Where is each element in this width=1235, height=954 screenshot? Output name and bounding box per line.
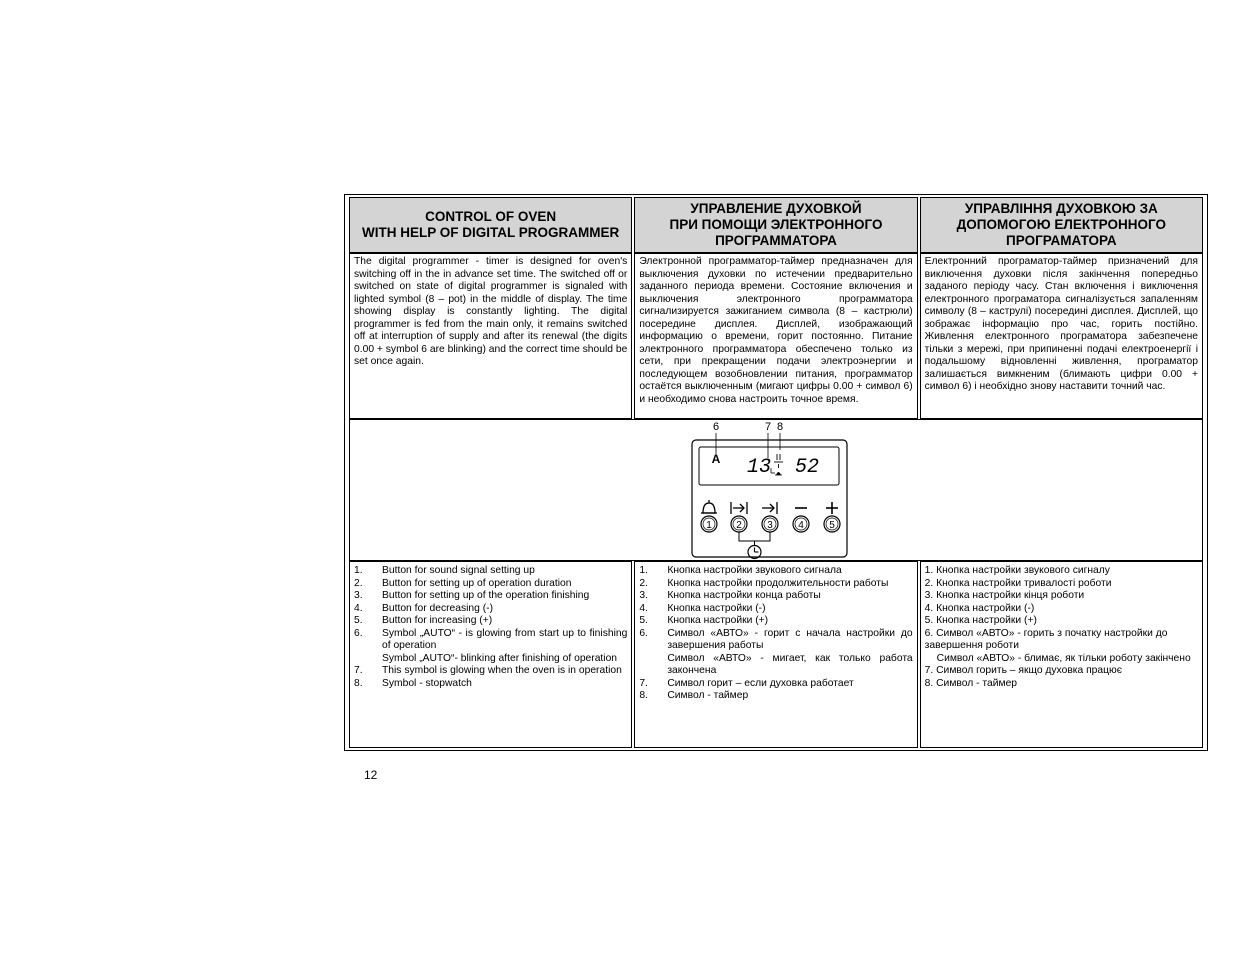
- list-item: 4. Кнопка настройки (-): [924, 602, 1035, 614]
- legend-uk: [920, 561, 1203, 748]
- page-number: 12: [364, 768, 378, 782]
- legend-en: [349, 561, 632, 748]
- legend-uk-list: [925, 565, 1198, 690]
- list-item: 6. Символ «АВТО» - горит с начала настройки до завершения работы Символ «АВТО» - мигает, как только работа закончена: [639, 627, 913, 676]
- heading-ru-line-3: ПРОГРАММАТОРА: [715, 233, 837, 248]
- programmer-diagram: [691, 420, 861, 560]
- description-row: [349, 253, 1203, 419]
- list-item: 2. Button for setting up of operation duration: [354, 577, 572, 589]
- list-item-subtext: Символ «АВТО» - мигает, как только работа закончена: [667, 652, 913, 676]
- bracket-connector: [739, 532, 770, 541]
- list-item: 5. Кнопка настройки (+): [924, 615, 1037, 626]
- list-item: 5. Кнопка настройки (+): [639, 615, 769, 626]
- display-hours: 13: [746, 456, 772, 479]
- list-item: 2. Кнопка настройки тривалості роботи: [924, 577, 1112, 589]
- list-item: 3. Кнопка настройки кінця роботи: [924, 590, 1085, 601]
- heading-uk-line-2: ДОПОМОГОЮ ЕЛЕКТРОННОГО: [956, 217, 1166, 232]
- button-5-number: 5: [829, 520, 835, 531]
- description-uk: Електронний програматор-таймер призначений для виключення духовки після закінчення попередньо заданого періоду часу. Стан включення і виключення електронного програматора сигналізується запаленням символу (8 – каструлі) посередині дисплея. Дисплей, що зображає інформацію про час, горить постійно. Живлення електронного програматора забезпечене тільки з мережі, при припиненні подачі електроенергії і подальшому відновленні живлення, програматор залишається вимкненим (блимають цифри 0.00 + символ 6) і необхідно знову наставити точний час.: [920, 253, 1203, 419]
- button-5[interactable]: [824, 516, 840, 532]
- heading-en: [349, 197, 632, 253]
- list-item: 4. Кнопка настройки (-): [639, 602, 766, 614]
- list-item-subtext: Symbol „AUTO“- blinking after finishing of operation: [382, 652, 618, 664]
- callout-6: 6: [712, 421, 720, 433]
- legend-ru: [634, 561, 917, 748]
- list-item: 2. Кнопка настройки продолжительности работы: [639, 577, 889, 589]
- list-item: 7. Символ горить – якщо духовка працює: [924, 665, 1123, 676]
- stopwatch-icon: [775, 472, 782, 475]
- heading-uk-line-1: УПРАВЛІННЯ ДУХОВКОЮ ЗА: [964, 201, 1158, 216]
- list-item: 4. Button for decreasing (-): [354, 602, 494, 614]
- list-item: 6. Symbol „AUTO“ - is glowing from start up to finishing of operation Symbol „AUTO“- blinking after finishing of operation: [354, 627, 628, 664]
- button-2[interactable]: [731, 516, 747, 532]
- list-item: 5. Button for increasing (+): [354, 615, 493, 626]
- list-item: 1. Кнопка настройки звукового сигналу: [924, 565, 1110, 576]
- instruction-table-frame: [344, 194, 1208, 751]
- list-item-subtext: Символ «АВТО» - блимає, як тільки роботу закінчено: [936, 652, 1191, 664]
- list-item-text: Symbol „AUTO“ - is glowing from start up to finishing of operation: [382, 627, 628, 651]
- end-arrow-icon: [762, 502, 777, 514]
- heading-uk: [920, 197, 1203, 253]
- display-minutes: 52: [794, 456, 820, 479]
- button-4[interactable]: [793, 516, 809, 532]
- button-1-number: 1: [706, 520, 712, 531]
- list-item: 7. This symbol is glowing when the oven is in operation: [354, 665, 622, 676]
- bell-icon: [701, 500, 717, 513]
- pot-icon: [771, 454, 783, 473]
- diagram-row: [349, 419, 1203, 561]
- plus-icon: [826, 502, 838, 514]
- diagram-cell: [349, 419, 1203, 561]
- list-item: 7. Символ горит – если духовка работает: [639, 677, 854, 689]
- description-ru: Электронной программатор-таймер предназначен для выключения духовки по истечении предварительно заданного периода времени. Состояние включения и выключения электронного программатора сигнализируется зажиганием символа (8 – кастрюли) посередине дисплея. Дисплей, изображающий информацию о времени, горит постоянно. Питание электронного программатора обеспечено только из сети, при прекращении подачи электроэнергии и последующем возобновлении питания, программатор остаётся выключенным (мигают цифры 0.00 + символ 6) и необходимо снова настроить точное время.: [634, 253, 917, 419]
- list-item-text: Символ «АВТО» - горит с начала настройки до завершения работы: [667, 627, 913, 651]
- heading-uk-line-3: ПРОГРАМАТОРА: [1006, 233, 1117, 248]
- button-4-number: 4: [798, 520, 804, 531]
- button-3[interactable]: [762, 516, 778, 532]
- heading-en-line-1: CONTROL OF OVEN: [425, 209, 557, 224]
- heading-ru: [634, 197, 917, 253]
- legend-en-list: [354, 565, 627, 690]
- list-item: 8. Symbol - stopwatch: [354, 677, 472, 689]
- legend-ru-list: [639, 565, 912, 703]
- legend-row: [349, 561, 1203, 748]
- button-3-number: 3: [767, 520, 773, 531]
- list-item: 8. Символ - таймер: [924, 677, 1018, 689]
- list-item: 6. Символ «АВТО» - горить з початку настройки до завершення роботи Символ «АВТО» - блимає, як тільки роботу закінчено: [925, 628, 1198, 666]
- list-item: 1. Button for sound signal setting up: [354, 565, 535, 576]
- heading-ru-line-2: ПРИ ПОМОЩИ ЭЛЕКТРОННОГО: [669, 217, 883, 232]
- instruction-table: [347, 197, 1205, 748]
- button-2-number: 2: [736, 520, 742, 531]
- button-1[interactable]: [701, 516, 717, 532]
- heading-row: [349, 197, 1203, 253]
- callout-8: 8: [776, 421, 784, 433]
- list-item: 1. Кнопка настройки звукового сигнала: [639, 565, 842, 576]
- list-item: 3. Button for setting up of the operation finishing: [354, 590, 590, 601]
- heading-ru-line-1: УПРАВЛЕНИЕ ДУХОВКОЙ: [690, 201, 862, 216]
- description-en: The digital programmer - timer is designed for oven's switching off in the in advance set time. The switched off or switched on state of digital programmer is signaled with lighted symbol (8 – pot) in the middle of display. The time showing display is constantly lighting. The digital programmer is fed from the main only, it remains switched off at interruption of supply and after its renewal (the digits 0.00 + symbol 6 are blinking) and the correct time should be set once again.: [349, 253, 632, 419]
- duration-arrow-icon: [731, 502, 747, 514]
- list-item: 3. Кнопка настройки конца работы: [639, 590, 821, 601]
- list-item: 8. Символ - таймер: [639, 690, 749, 701]
- auto-symbol: A: [711, 452, 721, 466]
- callout-7: 7: [764, 421, 772, 433]
- heading-en-line-2: WITH HELP OF DIGITAL PROGRAMMER: [362, 225, 620, 240]
